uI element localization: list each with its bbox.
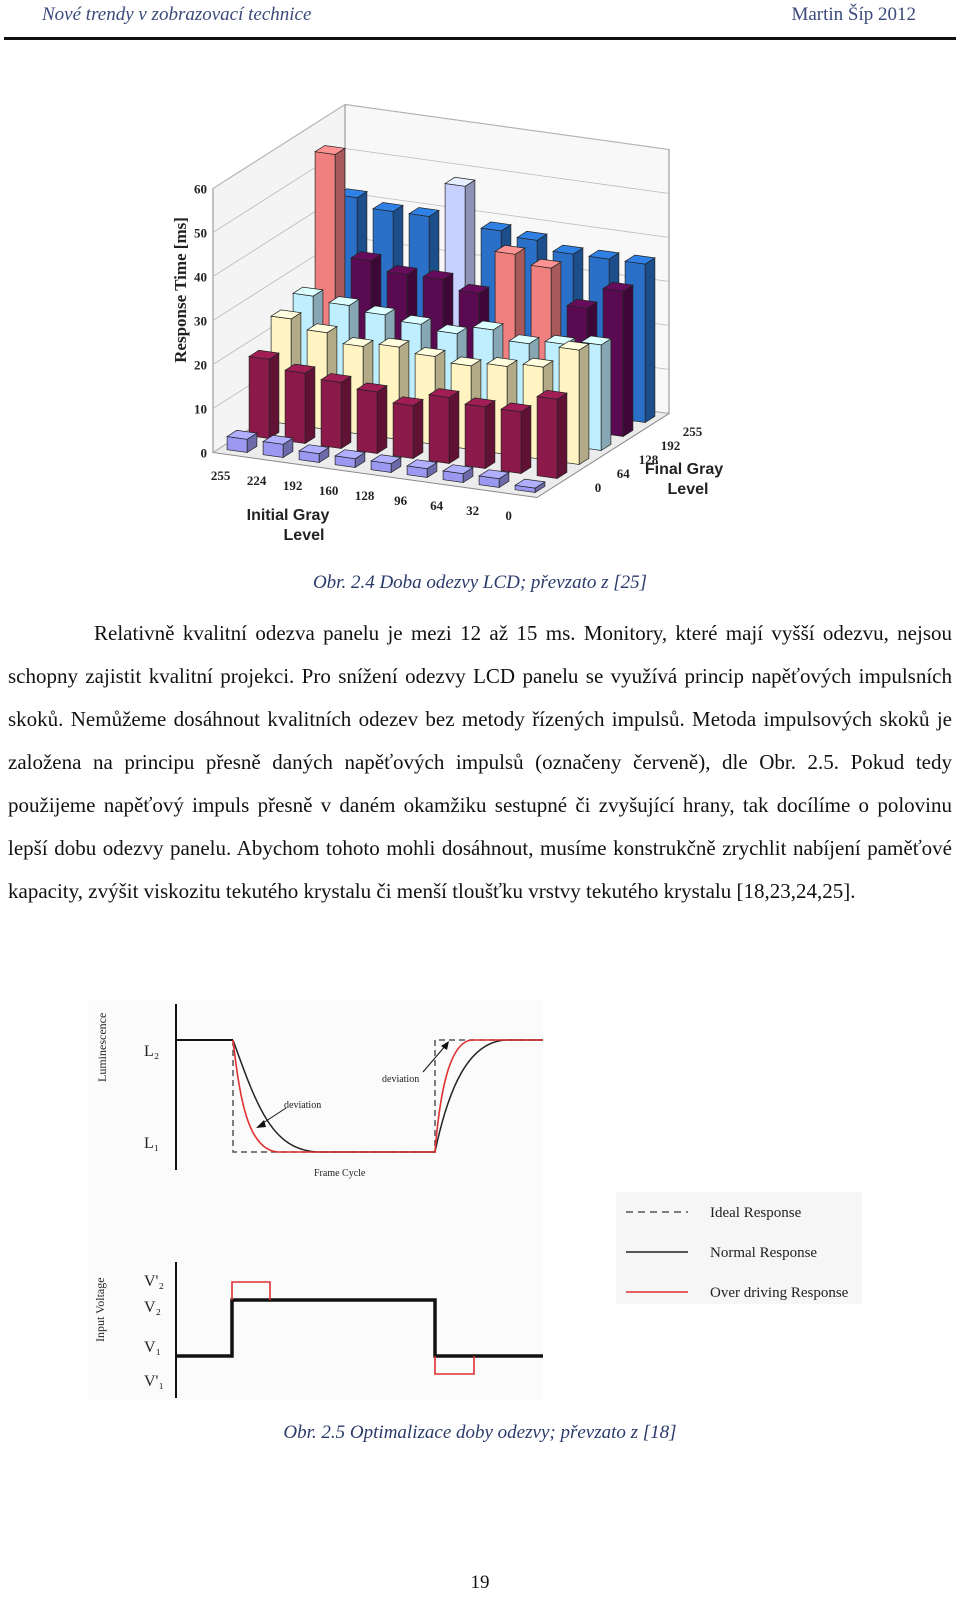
bar-front-face: [357, 389, 377, 453]
v1-prime-label: V'₁: [144, 1373, 165, 1390]
diagram-legend: [616, 1192, 862, 1304]
x-tick-label: 255: [210, 467, 231, 483]
bar: [537, 390, 567, 478]
header-author: Martin Šíp 2012: [791, 4, 916, 25]
bar-front-face: [465, 404, 485, 468]
legend-label: Normal Response: [710, 1245, 818, 1261]
z-axis-label: Response Time [ms]: [171, 217, 190, 363]
bar-side-face: [485, 401, 495, 469]
figure1-caption: Obr. 2.4 Doba odezvy LCD; převzato z [25]: [312, 572, 648, 593]
bar-side-face: [341, 376, 351, 448]
y-tick-label: 64: [616, 466, 630, 481]
x-axis-label-line1: Initial Gray: [246, 507, 330, 524]
bar-side-face: [449, 391, 459, 463]
bar-side-face: [305, 367, 315, 444]
x-axis-label-line2: Level: [283, 527, 325, 544]
l1-label: L₁: [144, 1135, 160, 1152]
luminescence-label: Luminescence: [95, 1012, 109, 1082]
bar: [263, 435, 293, 457]
bar-side-face: [377, 386, 387, 454]
bar-side-face: [645, 258, 655, 423]
bar-front-face: [249, 357, 269, 439]
v2-prime-label: V'₂: [144, 1273, 165, 1290]
z-tick-label: 30: [194, 313, 207, 329]
bar: [227, 430, 257, 452]
x-tick-label: 160: [318, 482, 339, 498]
bar-side-face: [413, 400, 423, 459]
body-paragraph: Relativně kvalitní odezva panelu je mezi 12 až 15 ms. Monitory, které mají vyšší odezvu, nejsou schopny zajistit kvalitní projekci. Pro snížení odezvy LCD panelu se využívá princip napěťových impulsních skoků. Nemůžeme dosáhnout kvalitních odezev bez metody řízených impulsů. Metoda impulsových skoků je založena na principu přesně daných napěťových impulsů (označeny červeně), dle Obr. 2.5. Pokud tedy použijeme napěťový impuls přesně v daném okamžiku sestupné či zvyšující hrany, tak docílíme o polovinu lepší dobu odezvy panelu. Abychom tohoto mohli dosáhnout, musíme konstrukčně zrychlit nabíjení paměťové kapacity, zvýšit viskozitu tekutého krystalu či menší tloušťku vrstvy tekutého krystalu [18,23,24,25].: [8, 621, 952, 903]
bar: [465, 398, 495, 469]
bar: [357, 383, 387, 454]
x-tick-label: 0: [505, 507, 512, 523]
bar: [393, 397, 423, 459]
x-tick-label: 32: [466, 502, 480, 518]
bar-side-face: [623, 285, 633, 436]
z-tick-label: 10: [194, 401, 207, 417]
frame-cycle-label: Frame Cycle: [314, 1168, 366, 1179]
x-tick-label: 64: [430, 497, 444, 513]
response-optimisation-diagram: [88, 1000, 878, 1405]
response-time-3d-chart: [150, 90, 770, 560]
legend-label: Over driving Response: [710, 1285, 849, 1301]
z-tick-label: 0: [200, 445, 207, 461]
legend-label: Ideal Response: [710, 1205, 802, 1221]
z-tick-label: 20: [194, 357, 207, 373]
z-tick-label: 60: [194, 181, 207, 197]
bar: [321, 374, 351, 449]
x-tick-label: 128: [354, 487, 375, 503]
x-tick-label: 192: [282, 477, 303, 493]
x-tick-label: 224: [246, 472, 267, 488]
y-axis-label-line1: Final Gray: [644, 461, 724, 478]
bar-side-face: [579, 344, 589, 465]
deviation-label-2: deviation: [382, 1074, 420, 1085]
y-tick-label: 192: [660, 438, 681, 453]
bar: [429, 389, 459, 464]
bar-front-face: [285, 370, 305, 443]
z-tick-label: 50: [194, 225, 207, 241]
bar-side-face: [269, 353, 279, 438]
bar-front-face: [537, 397, 557, 479]
x-tick-label: 96: [394, 492, 408, 508]
page-number: 19: [470, 1572, 490, 1593]
header-title: Nové trendy v zobrazovací technice: [42, 4, 312, 25]
v1-label: V₁: [144, 1339, 162, 1356]
input-voltage-label: Input Voltage: [93, 1277, 107, 1342]
bar-side-face: [521, 406, 531, 474]
l2-label: L₂: [144, 1043, 160, 1060]
deviation-label-1: deviation: [284, 1100, 322, 1111]
bar: [285, 364, 315, 443]
y-tick-label: 128: [638, 452, 659, 467]
bar-front-face: [501, 409, 521, 473]
bar-front-face: [393, 403, 413, 459]
v2-label: V₂: [144, 1299, 162, 1316]
figure2-caption: Obr. 2.5 Optimalizace doby odezvy; převzato z [18]: [283, 1422, 677, 1443]
bar-front-face: [321, 380, 341, 449]
bar-front-face: [429, 395, 449, 464]
bar: [249, 350, 279, 438]
z-tick-label: 40: [194, 269, 207, 285]
page-header: [4, 0, 956, 40]
bar-side-face: [601, 339, 611, 451]
bar: [501, 403, 531, 474]
bar-side-face: [557, 393, 567, 478]
y-tick-label: 0: [594, 480, 602, 495]
y-axis-label-line2: Level: [667, 481, 709, 498]
y-tick-label: 255: [682, 424, 703, 439]
